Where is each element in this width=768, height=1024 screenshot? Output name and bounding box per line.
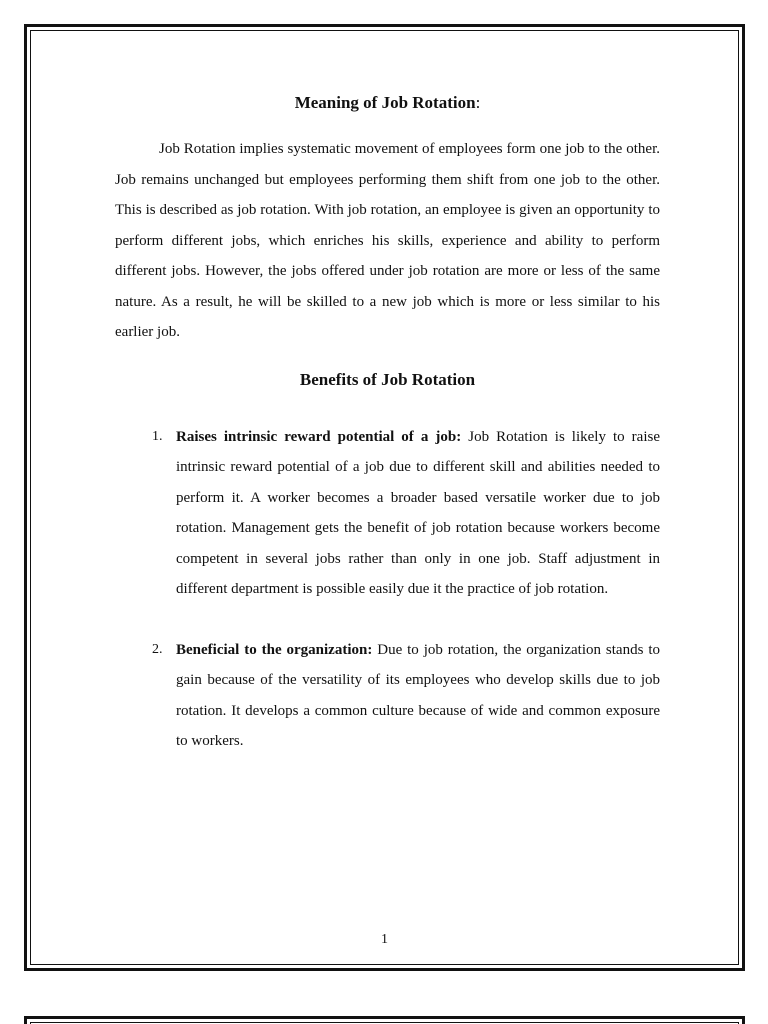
benefit-item-2 (115, 635, 660, 757)
benefit-text: Job Rotation is likely to raise intrinsic reward potential of a job due to different skill and abilities needed to perform it. A worker becomes a broader based versatile worker due to job rotation. Management gets the benefit of job rotation because workers become competent in several jobs rather than only in one job. Staff adjustment in different department is possible easily due it the practice of job rotation. (176, 428, 661, 597)
benefit-title: Raises intrinsic reward potential of a job: (176, 428, 462, 445)
page-content (115, 93, 660, 757)
next-page-edge (24, 1016, 745, 1024)
document-page (24, 24, 745, 971)
page-number: 1 (381, 932, 388, 947)
title-text: Meaning of Job Rotation (294, 93, 476, 112)
benefits-heading: Benefits of Job Rotation (299, 369, 476, 389)
intro-paragraph: Job Rotation implies systematic movement of employees form one job to the other. Job remains unchanged but employees performing them shift from one job to the other. This is described as job rotation. With job rotation, an employee is given an opportunity to perform different jobs, which enriches his skills, experience and ability to perform different jobs. However, the jobs offered under job rotation are more or less of the same nature. As a result, he will be skilled to a new job which is more or less similar to his earlier job. (115, 141, 660, 340)
benefits-list (115, 422, 660, 757)
page-title (115, 93, 660, 113)
benefit-number: 2. (152, 641, 163, 657)
title-colon: : (475, 93, 481, 112)
benefit-item-1 (115, 422, 660, 605)
benefit-number: 1. (152, 428, 163, 444)
benefit-text: Due to job rotation, the organization stands to gain because of the versatility of its employees who develop skills due to job rotation. It develops a common culture because of wide and common exposure to workers. (176, 641, 660, 749)
benefit-title: Beneficial to the organization: (176, 641, 373, 658)
